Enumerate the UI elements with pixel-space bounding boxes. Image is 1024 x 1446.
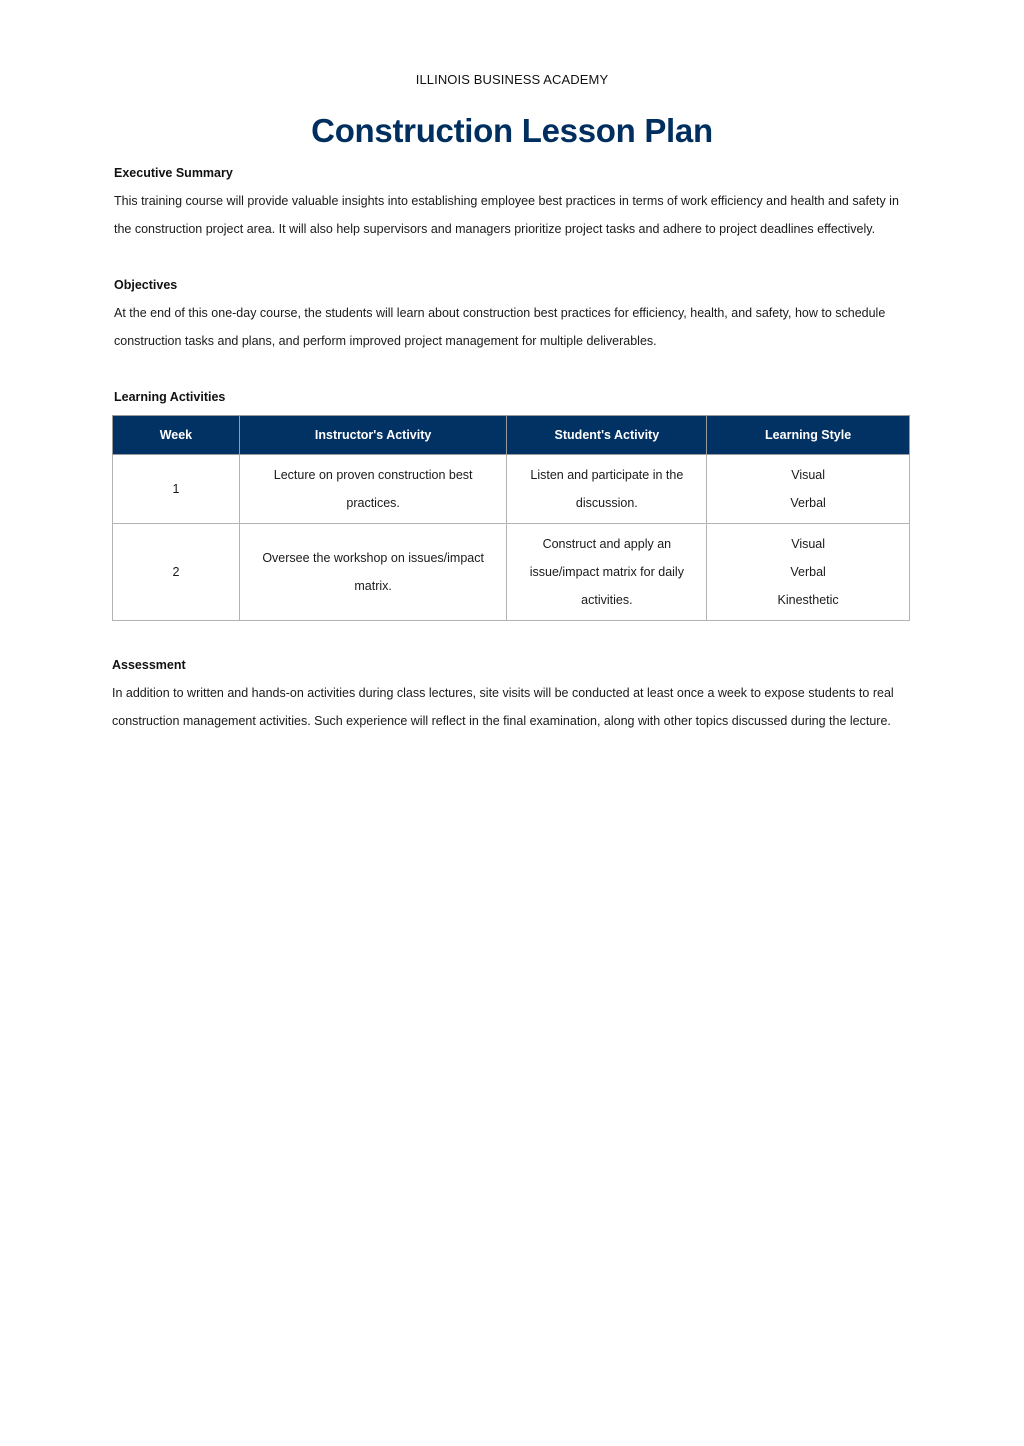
learning-style-item: Visual	[791, 537, 826, 551]
table-header-row	[113, 416, 910, 455]
learning-activities-heading: Learning Activities	[114, 390, 226, 404]
organization-name: ILLINOIS BUSINESS ACADEMY	[415, 72, 609, 87]
instructor-activity-cell: Oversee the workshop on issues/impact matrix.	[239, 524, 507, 621]
column-header-instructor-activity: Instructor's Activity	[239, 416, 507, 455]
objectives-heading: Objectives	[114, 278, 178, 292]
week-cell: 1	[113, 455, 240, 524]
assessment-heading: Assessment	[112, 658, 186, 672]
column-header-student-activity: Student's Activity	[507, 416, 707, 455]
learning-style-item: Verbal	[790, 496, 826, 510]
executive-summary-text: This training course will provide valuable insights into establishing employee best practices in terms of work efficiency and health and safety in the construction project area. It will also help supervisors and managers prioritize project tasks and adhere to project deadlines effectively.	[114, 194, 899, 236]
instructor-activity-cell: Lecture on proven construction best practices.	[239, 455, 507, 524]
learning-style-item: Visual	[791, 468, 826, 482]
assessment-text: In addition to written and hands-on activities during class lectures, site visits will be conducted at least once a week to expose students to real construction management activities. Such experience will reflect in the final examination, along with other topics discussed during the lecture.	[112, 686, 894, 728]
learning-style-cell	[707, 455, 910, 524]
table-row	[113, 524, 910, 621]
learning-style-item: Kinesthetic	[777, 593, 839, 607]
student-activity-cell: Construct and apply an issue/impact matrix for daily activities.	[507, 524, 707, 621]
executive-summary-heading: Executive Summary	[114, 166, 233, 180]
column-header-learning-style: Learning Style	[707, 416, 910, 455]
learning-style-cell	[707, 524, 910, 621]
week-cell: 2	[113, 524, 240, 621]
student-activity-cell: Listen and participate in the discussion.	[507, 455, 707, 524]
objectives-text: At the end of this one-day course, the students will learn about construction best practices for efficiency, health, and safety, how to schedule construction tasks and plans, and perform improved project management for multiple deliverables.	[114, 306, 886, 348]
page-title: Construction Lesson Plan	[311, 112, 713, 149]
table-row	[113, 455, 910, 524]
learning-style-item: Verbal	[790, 565, 826, 579]
learning-activities-table	[112, 415, 910, 621]
column-header-week: Week	[113, 416, 240, 455]
